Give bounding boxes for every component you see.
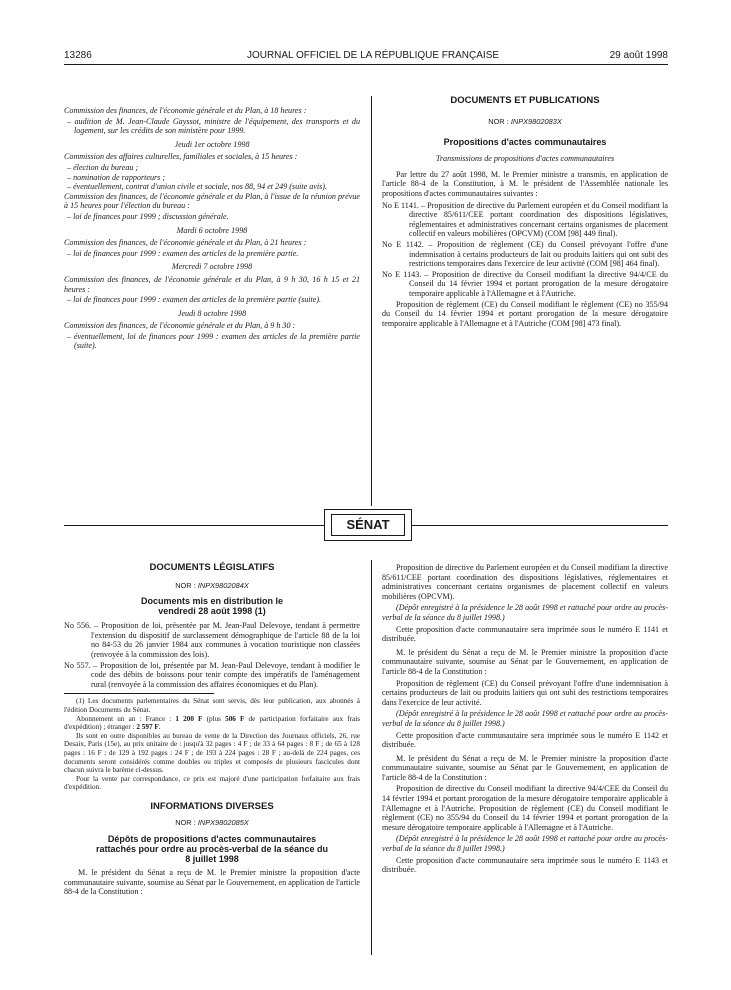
agenda-day-heading: Jeudi 8 octobre 1998: [177, 308, 247, 318]
intro-paragraph: Par lettre du 27 août 1998, M. le Premier ministre a transmis, en application de l'article 88-4 de la Constitution, à M. le président de l'Assemblée nationale les propositions d'actes communautaires suivantes :: [382, 169, 668, 198]
agenda-paragraph: Commission des finances, de l'économie générale et du Plan, à l'issue de la réunion prévue à 15 heures pour l'élection du bureau :: [64, 191, 360, 211]
nor-label: NOR :: [175, 818, 198, 828]
subsection-title: Documents mis en distribution le vendredi 28 août 1998 (1): [140, 596, 284, 617]
community-act-item: No E 1143. – Proposition de directive du Conseil modifiant la directive 94/4/CE du Conseil du 14 février 1994 et portant prorogation de la mesure dérogatoire temporaire applicable à l'Allemagne et à l'Autriche.: [382, 269, 668, 298]
header-rule: [64, 64, 668, 65]
agenda-dash-item: – loi de finances pour 1999 : examen des articles de la première partie.: [67, 248, 299, 258]
nor-reference: [382, 117, 668, 127]
paragraph: M. le président du Sénat a reçu de M. le Premier ministre la proposition d'acte communautaire suivante, soumise au Sénat par le Gouvernement, en application de l'article 88-4 de la Constitution :: [382, 647, 668, 676]
paragraph: M. le président du Sénat a reçu de M. le Premier ministre la proposition d'acte communautaire suivante, soumise au Sénat par le Gouvernement, en application de l'article 88-4 de la Constitution :: [382, 753, 668, 782]
agenda-day-heading: Jeudi 1er octobre 1998: [174, 139, 250, 149]
nor-label: NOR :: [175, 580, 198, 590]
depot-note: (Dépôt enregistré à la présidence le 28 août 1998 et rattaché pour ordre au procès-verbal de la séance du 8 juillet 1998.): [382, 709, 668, 728]
issue-date: 29 août 1998: [609, 50, 668, 61]
bill-item: No 556. – Proposition de loi, présentée par M. Jean-Paul Delevoye, tendant à permettre l'extension du dispositif de surclassement démographique de l'article 88 de la loi no 84-53 du 26 janvier 1984 aux communes à vocation touristique non classées (renvoyée à la commission des lois).: [64, 621, 360, 659]
footnote-rule: [64, 693, 214, 694]
community-act-item: No E 1141. – Proposition de directive du Parlement européen et du Conseil modifiant la directive 85/611/CEE portant coordination des dispositions législatives, réglementaires et administratives concernant certains organismes de placement collectif en valeurs mobilières (OPCVM) (COM [98] 449 final).: [382, 200, 668, 239]
paragraph: Proposition de directive du Parlement européen et du Conseil modifiant la directive 85/611/CEE portant coordination des dispositions législatives, réglementaires et administratives concernant certains organismes de placement collectif en valeurs mobilières (OPCVM).: [382, 563, 668, 601]
documents-publications-column: [382, 96, 668, 330]
agenda-dash-item: – nomination de rapporteurs ;: [67, 172, 166, 182]
subsection-title: Propositions d'actes communautaires: [443, 137, 607, 148]
paragraph: Cette proposition d'acte communautaire sera imprimée sous le numéro E 1143 et distribuée.: [382, 855, 668, 875]
nor-label: NOR :: [488, 116, 511, 126]
agenda-paragraph: Commission des finances, de l'économie générale et du Plan, à 18 heures :: [64, 106, 307, 115]
agenda-dash-item: – loi de finances pour 1999 ; discussion générale.: [67, 211, 229, 221]
paragraph: M. le président du Sénat a reçu de M. le Premier ministre la proposition d'acte communautaire suivante, soumise au Sénat par le Gouvernement, en application de l'article 88-4 de la Constitution :: [64, 868, 360, 897]
depot-note: (Dépôt enregistré à la présidence le 28 août 1998 et rattaché pour ordre au procès-verbal de la séance du 8 juillet 1998.): [382, 603, 668, 622]
agenda-dash-item: – élection du bureau ;: [67, 162, 139, 172]
community-act-item: No E 1142. – Proposition de règlement (CE) du Conseil prévoyant l'offre d'une indemnisation à certains producteurs de lait ou produits laitiers qui ont subi des restrictions temporaires dans l'exercice de leur activité (COM [98] 464 final).: [382, 239, 668, 269]
section-title: DOCUMENTS ET PUBLICATIONS: [450, 95, 600, 106]
agenda-column: [64, 106, 360, 351]
agenda-day-heading: Mercredi 7 octobre 1998: [171, 262, 253, 272]
footnote: Pour la vente par correspondance, ce prix est majoré d'une participation forfaitaire aux frais d'expédition.: [64, 774, 360, 792]
column-divider-top: [371, 96, 372, 506]
agenda-paragraph: Commission des finances, de l'économie générale et du Plan, à 9 h 30, 16 h 15 et 21 heures :: [64, 274, 360, 294]
page-number: 13286: [64, 50, 92, 61]
italic-heading: Transmissions de propositions d'actes communautaires: [435, 154, 615, 164]
agenda-dash-item: – loi de finances pour 1999 : examen des articles de la première partie (suite).: [67, 295, 322, 305]
agenda-paragraph: Commission des finances, de l'économie générale et du Plan, à 21 heures :: [64, 238, 307, 248]
agenda-dash-item: – éventuellement, loi de finances pour 1999 : examen des articles de la première partie (suite).: [67, 331, 360, 351]
nor-reference: [64, 581, 360, 591]
community-act-continuation: Proposition de règlement (CE) du Conseil modifiant le règlement (CE) no 355/94 du Conseil du 14 février 1994 et portant prorogation de la mesure dérogatoire temporaire applicable à l'Allemagne et à l'Autriche (COM [98] 473 final).: [382, 299, 668, 328]
senat-heading: SÉNAT: [331, 514, 405, 536]
senat-left-column: [64, 563, 360, 899]
paragraph: Proposition de règlement (CE) du Conseil prévoyant l'offre d'une indemnisation à certains producteurs de lait ou produits laitiers qui ont subi des restrictions temporaires dans l'exercice de leur activité.: [382, 678, 668, 707]
paragraph: Proposition de directive du Conseil modifiant la directive 94/4/CEE du Conseil du 14 février 1994 et portant prorogation de la mesure dérogatoire temporaire applicable à l'Allemagne et à l'Autriche. Proposition de règlement (CE) du Conseil modifiant le règlement (CE) no 355/94 du Conseil du 14 février 1994 et portant prorogation de la mesure dérogatoire temporaire applicable à l'Allemagne et à l'Autriche.: [382, 784, 668, 832]
nor-code: INPX9802084X: [197, 580, 249, 590]
senat-right-column: [382, 563, 668, 877]
journal-title: JOURNAL OFFICIEL DE LA RÉPUBLIQUE FRANÇAISE: [246, 50, 500, 61]
column-divider-bottom: [371, 560, 372, 955]
depot-note: (Dépôt enregistré à la présidence le 28 août 1998 et rattaché pour ordre au procès-verbal de la séance du 8 juillet 1998.): [382, 834, 668, 854]
nor-code: INPX9802083X: [510, 116, 562, 126]
agenda-paragraph: Commission des finances, de l'économie générale et du Plan, à 9 h 30 :: [64, 321, 296, 331]
section-title: INFORMATIONS DIVERSES: [150, 800, 274, 812]
section-title: DOCUMENTS LÉGISLATIFS: [149, 562, 275, 573]
agenda-dash-item: – éventuellement, contrat d'union civile et sociale, nos 88, 94 et 249 (suite avis).: [67, 182, 327, 192]
senat-rule-right: [412, 525, 668, 526]
nor-reference: [64, 818, 360, 828]
agenda-dash-item: – audition de M. Jean-Claude Gayssot, ministre de l'équipement, des transports et du logement, sur les crédits de son ministère pour 1999.: [67, 116, 360, 136]
agenda-paragraph: Commission des affaires culturelles, familiales et sociales, à 15 heures :: [64, 152, 298, 162]
paragraph: Cette proposition d'acte communautaire sera imprimée sous le numéro E 1142 et distribuée.: [382, 730, 668, 750]
nor-code: INPX9802085X: [197, 818, 249, 828]
bill-item: No 557. – Proposition de loi, présentée par M. Jean-Paul Delevoye, tendant à modifier le code des débits de boissons pour tenir compte des impératifs de l'aménagement rural (renvoyée à la commission des affaires économiques et du Plan).: [64, 660, 360, 689]
senat-rule-left: [64, 525, 324, 526]
subsection-title: Dépôts de propositions d'actes communautaires rattachés pour ordre au procès-verbal de la séance du 8 juillet 1998: [95, 834, 329, 865]
footnote: (1) Les documents parlementaires du Sénat sont servis, dès leur publication, aux abonnés à l'édition Documents du Sénat.: [64, 697, 360, 714]
footnote-subscription: Abonnement un an : France : 1 200 F (plus 506 F de participation forfaitaire aux frais d'expédition) ; étranger : 2 597 F.: [64, 714, 361, 732]
paragraph: Cette proposition d'acte communautaire sera imprimée sous le numéro E 1141 et distribuée.: [382, 624, 668, 644]
footnote: Ils sont en outre disponibles au bureau de vente de la Direction des Journaux officiels, 26, rue Desaix, Paris (15e), au prix unitaire de : jusqu'à 32 pages : 4 F ; de 33 à 64 pages : 8 F ; de 65 à 128 pages : 16 F ; de 129 à 192 pages : 24 F ; de 193 à 224 pages : 28 F ; au-delà de 224 pages, ces documents seront considérés comme doubles ou triples et composés de plusieurs fascicules dont chacun suivra le barème ci-dessus.: [64, 731, 360, 775]
agenda-day-heading: Mardi 6 octobre 1998: [176, 225, 248, 235]
